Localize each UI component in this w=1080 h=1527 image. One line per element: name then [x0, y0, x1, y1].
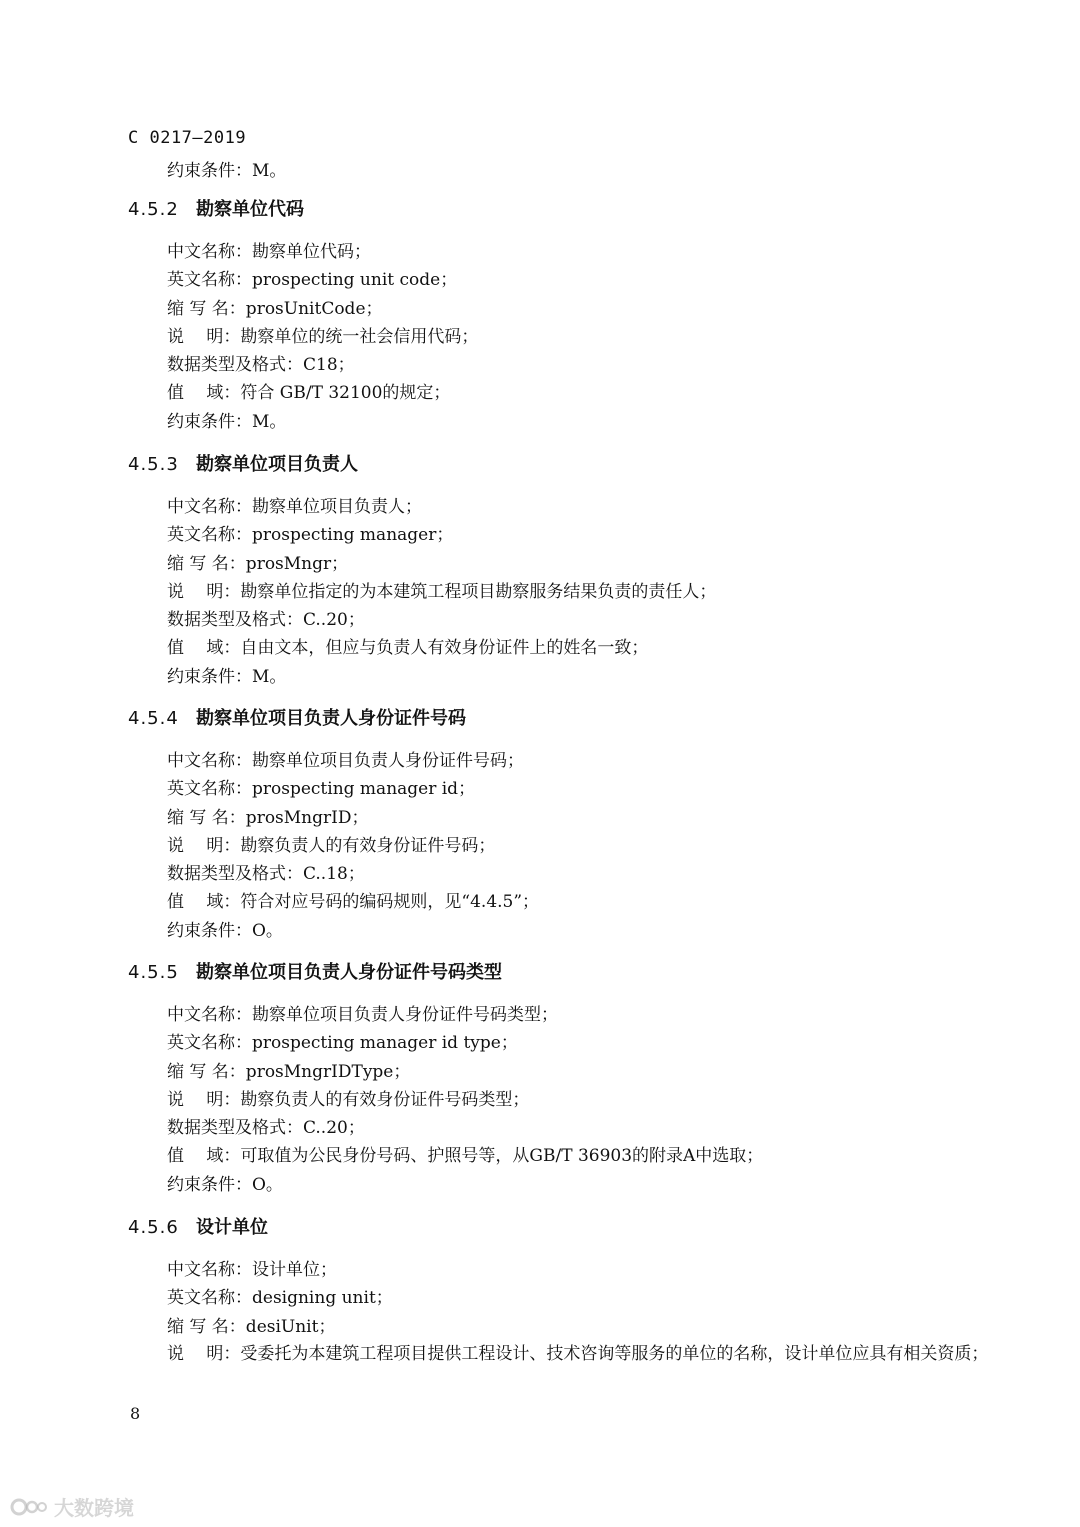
- section-4-5-4: [128, 705, 990, 945]
- field-description: 说 明：勘察单位指定的为本建筑工程项目勘察服务结果负责的责任人；: [167, 581, 717, 602]
- field-chinese-name: 中文名称：勘察单位项目负责人身份证件号码；: [167, 751, 524, 771]
- field-constraint: 约束条件：M。: [167, 666, 287, 687]
- field-chinese-name: 中文名称：勘察单位项目负责人身份证件号码类型；: [167, 1005, 558, 1025]
- logo-icon: [10, 1495, 50, 1519]
- field-description: 说 明：勘察单位的统一社会信用代码；: [167, 326, 479, 347]
- section-title: [128, 1214, 990, 1242]
- section-4-5-3: [128, 451, 990, 691]
- section-title: [128, 959, 990, 987]
- section-4-5-2: [128, 196, 990, 436]
- field-value-domain: 值 域：符合 GB/T 32100的规定；: [167, 383, 451, 404]
- field-constraint: 约束条件：M。: [167, 411, 287, 432]
- field-english-name: 英文名称：prospecting manager id type；: [167, 1033, 518, 1054]
- doc-code: C 0217—2019: [128, 128, 247, 148]
- section-title: [128, 705, 990, 733]
- field-abbreviation: 缩 写 名：desiUnit；: [167, 1316, 336, 1337]
- field-value-domain: 值 域：自由文本，但应与负责人有效身份证件上的姓名一致；: [167, 638, 649, 659]
- section-4-5-5: [128, 959, 990, 1199]
- constraint-line: 约束条件：M。: [167, 161, 287, 181]
- field-english-name: 英文名称：prospecting unit code；: [167, 270, 458, 291]
- field-data-type: 数据类型及格式：C..20；: [167, 610, 365, 631]
- section-heading: 勘察单位代码: [196, 199, 304, 220]
- field-abbreviation: 缩 写 名：prosMngr；: [167, 553, 349, 574]
- field-abbreviation: 缩 写 名：prosUnitCode；: [167, 298, 383, 319]
- section-heading: 设计单位: [196, 1217, 268, 1238]
- section-heading: 勘察单位项目负责人身份证件号码: [196, 708, 466, 729]
- section-number: 4.5.2: [128, 199, 179, 220]
- field-chinese-name: 中文名称：勘察单位项目负责人；: [167, 497, 422, 517]
- watermark: [10, 1492, 134, 1521]
- field-value-domain: 值 域：符合对应号码的编码规则，见“4.4.5”；: [167, 892, 540, 913]
- field-description: 说 明：勘察负责人的有效身份证件号码类型；: [167, 1089, 530, 1110]
- field-description: 说 明：受委托为本建筑工程项目提供工程设计、技术咨询等服务的单位的名称，设计单位应具有相关资质；: [167, 1343, 989, 1364]
- field-abbreviation: 缩 写 名：prosMngrIDType；: [167, 1061, 411, 1082]
- section-number: 4.5.4: [128, 708, 179, 729]
- field-value-domain: 值 域：可取值为公民身份号码、护照号等，从GB/T 36903的附录A中选取；: [167, 1146, 764, 1167]
- section-4-5-6: [128, 1214, 990, 1368]
- section-heading: 勘察单位项目负责人: [196, 454, 358, 475]
- field-constraint: 约束条件：O。: [167, 920, 283, 941]
- section-number: 4.5.5: [128, 962, 179, 983]
- section-number: 4.5.3: [128, 454, 179, 475]
- section-title: [128, 196, 990, 224]
- section-number: 4.5.6: [128, 1217, 179, 1238]
- field-data-type: 数据类型及格式：C..20；: [167, 1118, 365, 1139]
- field-chinese-name: 中文名称：勘察单位代码；: [167, 242, 371, 262]
- field-chinese-name: 中文名称：设计单位；: [167, 1260, 337, 1280]
- field-data-type: 数据类型及格式：C..18；: [167, 864, 365, 885]
- section-title: [128, 451, 990, 479]
- field-english-name: 英文名称：prospecting manager id；: [167, 779, 476, 800]
- field-data-type: 数据类型及格式：C18；: [167, 355, 355, 376]
- section-heading: 勘察单位项目负责人身份证件号码类型: [196, 962, 502, 983]
- watermark-text: 大数跨境: [54, 1496, 134, 1520]
- page-number: 8: [130, 1404, 141, 1423]
- field-constraint: 约束条件：O。: [167, 1174, 283, 1195]
- field-description: 说 明：勘察负责人的有效身份证件号码；: [167, 835, 496, 856]
- field-abbreviation: 缩 写 名：prosMngrID；: [167, 807, 369, 828]
- field-english-name: 英文名称：prospecting manager；: [167, 525, 454, 546]
- field-english-name: 英文名称：designing unit；: [167, 1288, 393, 1309]
